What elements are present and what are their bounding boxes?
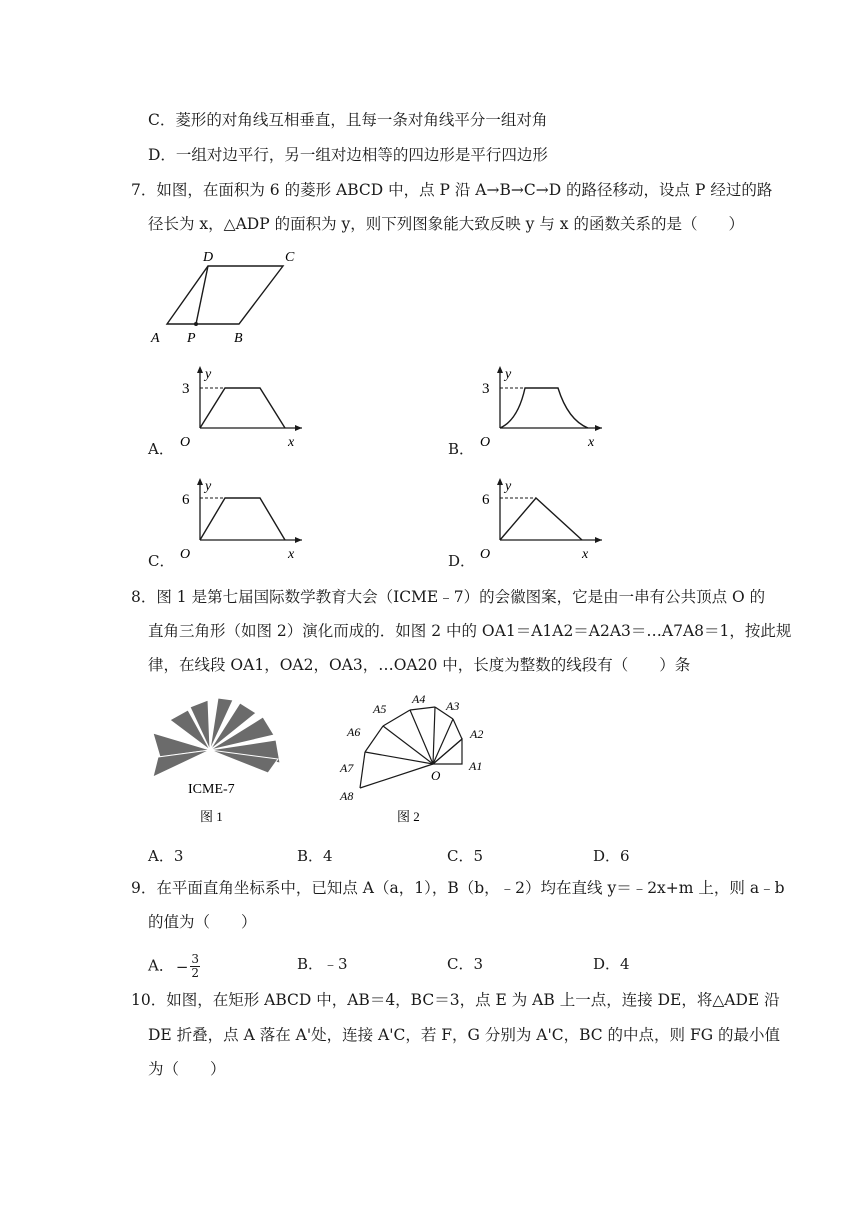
- q7-graph-a[interactable]: [170, 360, 310, 452]
- y-label: y: [505, 479, 512, 494]
- q8-option-a[interactable]: A．3: [148, 847, 184, 865]
- q8-figure-1-icme-logo: [148, 695, 288, 830]
- q6-option-c: C．菱形的对角线互相垂直，且每一条对角线平分一组对角: [148, 111, 548, 129]
- q8-option-c[interactable]: C．5: [447, 847, 484, 865]
- peak-label: 6: [182, 492, 190, 508]
- q8-option-d[interactable]: D．6: [593, 847, 630, 865]
- label-a4: A4: [412, 692, 426, 706]
- label-d: D: [203, 250, 214, 265]
- label-a1: A1: [469, 759, 483, 773]
- label-a8: A8: [340, 789, 354, 803]
- q7-option-d-letter[interactable]: D．: [448, 552, 476, 570]
- x-label: x: [288, 547, 295, 562]
- function-curve: [200, 498, 285, 540]
- q8-figure-2-spiral: [335, 690, 515, 830]
- q7-option-c-letter[interactable]: C．: [148, 552, 175, 570]
- origin-label: O: [180, 547, 191, 562]
- q7-graph-d[interactable]: [470, 472, 610, 564]
- q7-stem-line1: 7．如图，在面积为 6 的菱形 ABCD 中，点 P 沿 A→B→C→D 的路径移动，设点 P 经过的路: [131, 181, 773, 199]
- q7-graph-c[interactable]: [170, 472, 310, 564]
- logo-text: ICME-7: [188, 782, 235, 797]
- q9-option-c[interactable]: C．3: [447, 955, 484, 973]
- q7-rhombus-figure: [145, 245, 325, 350]
- q10-stem-line3: 为（ ）: [148, 1060, 226, 1078]
- q9-option-a-prefix: A．: [148, 956, 174, 975]
- label-a3: A3: [446, 699, 460, 713]
- q9-option-a-fraction: [190, 953, 200, 980]
- q9-stem-line1: 9．在平面直角坐标系中，已知点 A（a，1），B（b，﹣2）均在直线 y＝﹣2x+m 上，则 a﹣b: [131, 879, 785, 897]
- figure-1-caption: 图 1: [200, 809, 223, 824]
- y-label: y: [205, 367, 212, 382]
- q9-option-a-value: −: [175, 957, 189, 976]
- q7-stem-line2: 径长为 x，△ADP 的面积为 y，则下列图象能大致反映 y 与 x 的函数关系的是（ ）: [148, 215, 744, 233]
- origin-label: O: [480, 435, 491, 450]
- q9-option-a[interactable]: [148, 953, 200, 980]
- x-label: x: [288, 435, 295, 450]
- point-p: [194, 322, 198, 326]
- x-label: x: [582, 547, 589, 562]
- label-a: A: [151, 331, 160, 346]
- q6-option-d: D．一组对边平行，另一组对边相等的四边形是平行四边形: [148, 146, 548, 164]
- label-a6: A6: [347, 725, 361, 739]
- function-curve: [500, 388, 588, 428]
- q9-option-b[interactable]: B．﹣3: [297, 955, 348, 973]
- q8-stem-line2: 直角三角形（如图 2）演化而成的．如图 2 中的 OA1＝A1A2＝A2A3＝…A7A8＝1，按此规: [148, 622, 792, 640]
- label-a2: A2: [470, 727, 484, 741]
- y-label: y: [205, 479, 212, 494]
- fraction-numerator: 3: [191, 952, 200, 966]
- q9-stem-line2: 的值为（ ）: [148, 913, 257, 931]
- label-c: C: [285, 250, 295, 265]
- label-o: O: [431, 768, 441, 783]
- peak-label: 3: [482, 381, 490, 397]
- q8-stem-line1: 8．图 1 是第七届国际数学教育大会（ICME﹣7）的会徽图案，它是由一串有公共顶点 O 的: [131, 588, 766, 606]
- peak-label: 6: [482, 492, 490, 508]
- rhombus-shape: [167, 266, 283, 324]
- q8-stem-line3: 律，在线段 OA1，OA2，OA3，…OA20 中，长度为整数的线段有（ ）条: [148, 656, 691, 674]
- q9-option-d[interactable]: D．4: [593, 955, 630, 973]
- q10-stem-line2: DE 折叠，点 A 落在 A'处，连接 A'C，若 F，G 分别为 A'C，BC 的中点，则 FG 的最小值: [148, 1026, 781, 1044]
- q7-option-a-letter[interactable]: A．: [148, 440, 174, 458]
- q7-option-b-letter[interactable]: B．: [448, 440, 475, 458]
- label-a7: A7: [340, 761, 354, 775]
- figure-2-caption: 图 2: [397, 809, 420, 824]
- peak-label: 3: [182, 381, 190, 397]
- fraction-denominator: 2: [191, 966, 200, 980]
- origin-label: O: [180, 435, 191, 450]
- q10-stem-line1: 10．如图，在矩形 ABCD 中，AB＝4，BC＝3，点 E 为 AB 上一点，连接 DE，将△ADE 沿: [131, 991, 780, 1009]
- x-label: x: [588, 435, 595, 450]
- label-a5: A5: [373, 702, 387, 716]
- function-curve: [200, 388, 285, 428]
- q7-graph-b[interactable]: [470, 360, 610, 452]
- function-curve: [500, 498, 582, 540]
- y-label: y: [505, 367, 512, 382]
- label-p: P: [187, 331, 196, 346]
- origin-label: O: [480, 547, 491, 562]
- label-b: B: [234, 331, 243, 346]
- q8-option-b[interactable]: B．4: [297, 847, 333, 865]
